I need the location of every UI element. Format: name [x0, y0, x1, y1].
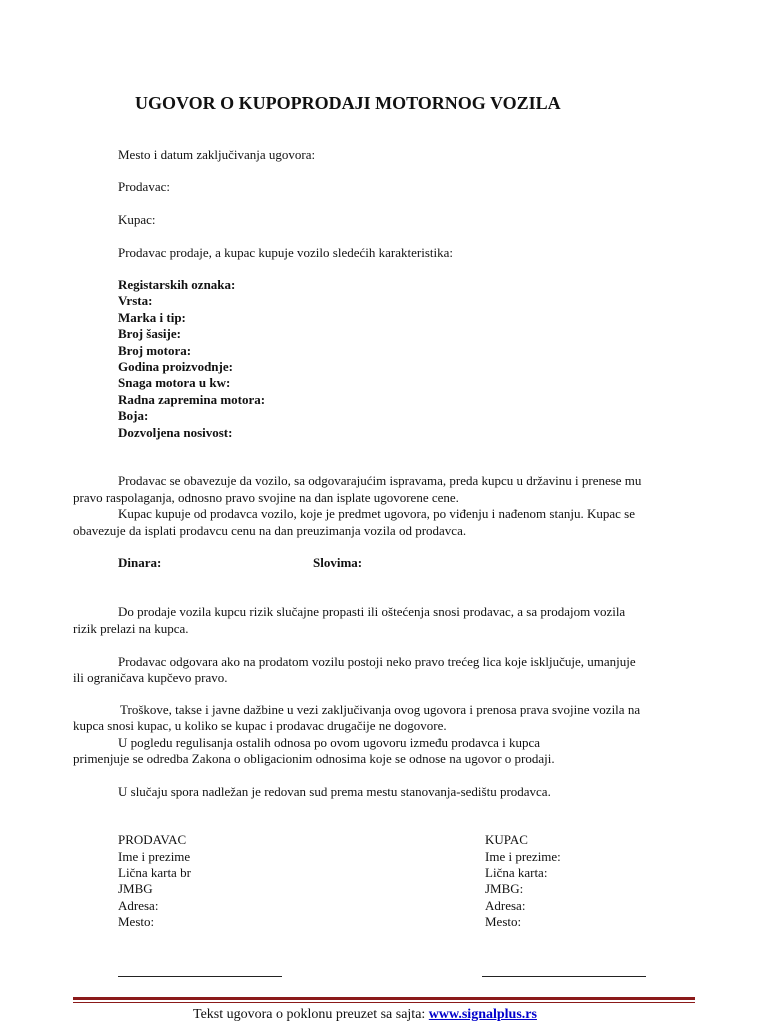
field-chassis-number: Broj šasije:: [118, 326, 181, 341]
buyer-label: Kupac:: [118, 212, 156, 227]
buyer-id-card-label: Lična karta:: [485, 865, 548, 880]
paragraph-line: Kupac kupuje od prodavca vozilo, koje je predmet ugovora, po viđenju i nađenom stanju. Kupac se: [118, 506, 635, 521]
seller-heading: PRODAVAC: [118, 832, 187, 847]
field-load-capacity: Dozvoljena nosivost:: [118, 425, 233, 440]
paragraph-line: rizik prelazi na kupca.: [73, 621, 189, 636]
buyer-address-label: Adresa:: [485, 898, 526, 913]
place-date-label: Mesto i datum zaključivanja ugovora:: [118, 147, 316, 162]
paragraph-line: Prodavac se obavezuje da vozilo, sa odgovarajućim ispravama, preda kupcu u državinu i prenese mu: [118, 473, 642, 488]
field-registration: Registarskih oznaka:: [118, 277, 236, 292]
footer-text: Tekst ugovora o poklonu preuzet sa sajta:: [193, 1007, 429, 1022]
field-make-model: Marka i tip:: [118, 310, 186, 325]
buyer-jmbg-label: JMBG:: [485, 881, 524, 896]
seller-address-label: Adresa:: [118, 898, 159, 913]
field-engine-power: Snaga motora u kw:: [118, 375, 231, 390]
paragraph-line: Prodavac odgovara ako na prodatom vozilu postoji neko pravo trećeg lica koje isključuje, umanjuje: [118, 654, 636, 669]
field-engine-displacement: Radna zapremina motora:: [118, 392, 266, 407]
seller-signature-line: [118, 976, 282, 977]
seller-place-label: Mesto:: [118, 914, 155, 929]
paragraph-line: pravo raspolaganja, odnosno pravo svojine na dan isplate ugovorene cene.: [73, 490, 459, 505]
buyer-name-label: Ime i prezime:: [485, 849, 561, 864]
document-title: UGOVOR O KUPOPRODAJI MOTORNOG VOZILA: [135, 93, 561, 113]
footer-link[interactable]: www.signalplus.rs: [428, 1007, 537, 1022]
paragraph-line: Do prodaje vozila kupcu rizik slučajne propasti ili oštećenja snosi prodavac, a sa prodajom vozila: [118, 604, 626, 619]
footer-divider: [73, 997, 695, 1000]
paragraph-line: U pogledu regulisanja ostalih odnosa po ovom ugovoru između prodavca i kupca: [118, 735, 541, 750]
paragraph-line: obavezuje da isplati prodavcu cenu na dan preuzimanja vozila od prodavca.: [73, 523, 467, 538]
buyer-signature-line: [482, 976, 646, 977]
field-production-year: Godina proizvodnje:: [118, 359, 233, 374]
seller-jmbg-label: JMBG: [118, 881, 153, 896]
buyer-place-label: Mesto:: [485, 914, 522, 929]
price-dinara-label: Dinara:: [118, 555, 162, 570]
field-engine-number: Broj motora:: [118, 343, 192, 358]
field-color: Boja:: [118, 408, 149, 423]
paragraph-line: kupca snosi kupac, u koliko se kupac i prodavac drugačije ne dogovore.: [73, 718, 447, 733]
seller-name-label: Ime i prezime: [118, 849, 191, 864]
buyer-heading: KUPAC: [485, 832, 528, 847]
footer-divider-thin: [73, 1002, 695, 1003]
paragraph-line: primenjuje se odredba Zakona o obligacionim odnosima koje se odnose na ugovor o prodaji.: [73, 751, 555, 766]
paragraph-line: U slučaju spora nadležan je redovan sud prema mestu stanovanja-sedištu prodavca.: [118, 784, 551, 799]
sale-statement: Prodavac prodaje, a kupac kupuje vozilo sledećih karakteristika:: [118, 245, 453, 260]
seller-label: Prodavac:: [118, 179, 170, 194]
field-type: Vrsta:: [118, 293, 153, 308]
footer-note: [193, 1006, 537, 1023]
price-words-label: Slovima:: [313, 555, 363, 570]
paragraph-line: Troškove, takse i javne dažbine u vezi zaključivanja ovog ugovora i prenosa prava svojine vozila na: [120, 702, 641, 717]
seller-id-card-label: Lična karta br: [118, 865, 191, 880]
paragraph-line: ili ograničava kupčevo pravo.: [73, 670, 228, 685]
